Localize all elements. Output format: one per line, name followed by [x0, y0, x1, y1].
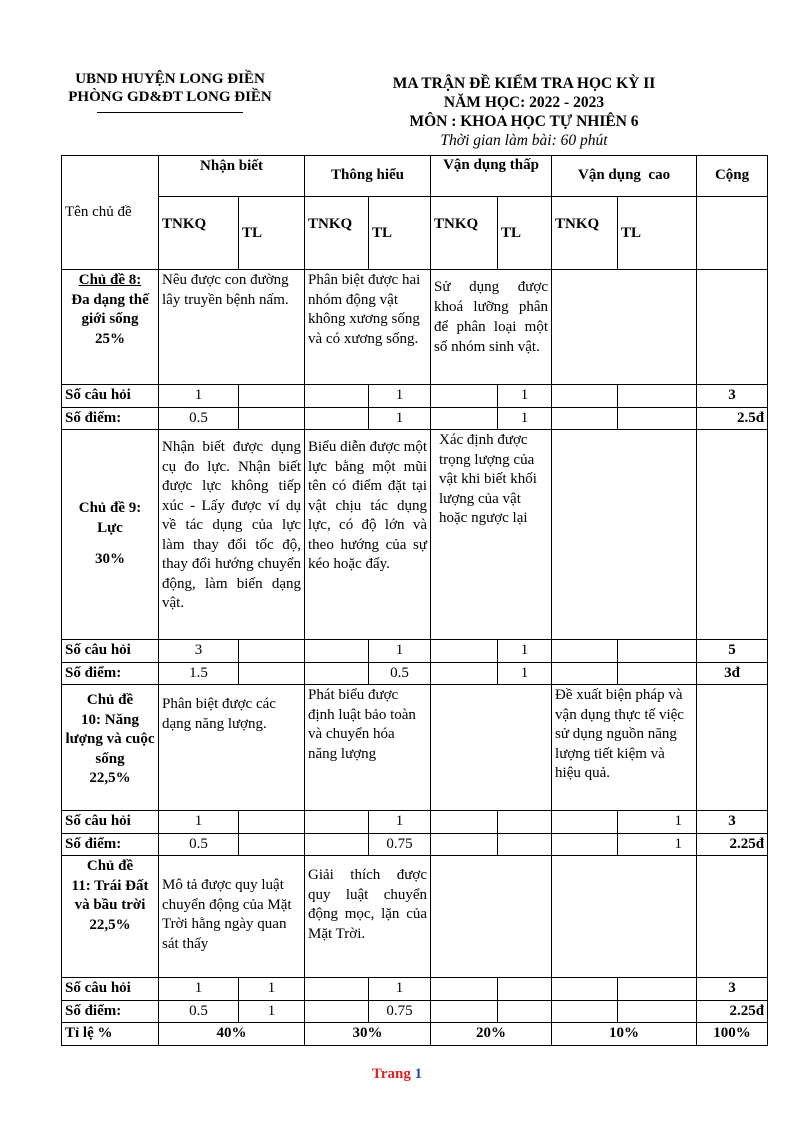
topic-label: [62, 856, 159, 978]
exam-title-block: [356, 74, 692, 150]
topic-name: 10: Năng lượng và cuộc sống: [65, 711, 155, 767]
topic-percent: 30%: [95, 551, 125, 568]
row-label-questions: Số câu hỏi: [62, 978, 159, 1001]
ratio-total: 100%: [697, 1023, 768, 1046]
org-header: [52, 70, 288, 113]
count-cell: 1: [159, 811, 239, 834]
points-cell: [552, 833, 618, 856]
level-nhan-biet: Nhận biết: [159, 156, 305, 197]
row-label-points: Số điểm:: [62, 833, 159, 856]
points-cell: [305, 1000, 369, 1023]
ratio-van-dung-thap: 20%: [431, 1023, 552, 1046]
points-row: [62, 407, 768, 430]
count-cell: [239, 811, 305, 834]
count-cell: [552, 385, 618, 408]
points-cell: [498, 1000, 552, 1023]
count-cell: [618, 385, 697, 408]
org-line-2: PHÒNG GD&ĐT LONG ĐIỀN: [68, 89, 272, 105]
points-cell: 1: [498, 407, 552, 430]
points-row: [62, 833, 768, 856]
topic-row: [62, 430, 768, 640]
count-cell: 3: [159, 640, 239, 663]
count-cell: [552, 640, 618, 663]
count-cell: [431, 811, 498, 834]
descriptor-nhan-biet: Phân biệt được các dạng năng lượng.: [159, 685, 305, 811]
count-cell: 1: [159, 385, 239, 408]
points-cell: [618, 1000, 697, 1023]
total-cell: 5: [697, 640, 768, 663]
matrix-header-row: [62, 156, 768, 197]
count-cell: [305, 811, 369, 834]
points-cell: 1.5: [159, 662, 239, 685]
count-cell: [305, 640, 369, 663]
points-cell: 1: [239, 1000, 305, 1023]
count-cell: [431, 385, 498, 408]
count-cell: 1: [239, 978, 305, 1001]
count-cell: 1: [369, 811, 431, 834]
ratio-thong-hieu: 30%: [305, 1023, 431, 1046]
topic-number: Chủ đề: [86, 858, 134, 874]
page-number: 1: [414, 1066, 423, 1082]
level-van-dung-cao: Vận dụng cao: [552, 156, 697, 197]
descriptor-van-dung-cao: [552, 430, 697, 640]
topic-number: Chủ đề 8:: [78, 272, 142, 288]
total-cell: 3: [697, 811, 768, 834]
count-cell: [305, 385, 369, 408]
descriptor-nhan-biet: Mô tả được quy luật chuyển động của Mặt Trời hằng ngày quan sát thấy: [159, 856, 305, 978]
total-cell: 3: [697, 385, 768, 408]
points-cell: [239, 833, 305, 856]
points-cell: [552, 1000, 618, 1023]
descriptor-van-dung-thap: [431, 685, 552, 811]
topic-percent: 25%: [95, 330, 125, 347]
topic-column-header: Tên chủ đề: [62, 156, 159, 270]
points-cell: [239, 407, 305, 430]
count-cell: [239, 640, 305, 663]
topic-number: Chủ đề 9:: [78, 500, 142, 517]
descriptor-nhan-biet: Nêu được con đường lây truyền bệnh nấm.: [159, 270, 305, 385]
count-cell: [498, 811, 552, 834]
sub-tl: TL: [369, 197, 431, 270]
points-cell: [305, 407, 369, 430]
ratio-van-dung-cao: 10%: [552, 1023, 697, 1046]
sub-tnkq: TNKQ: [159, 197, 239, 270]
topic-label: [62, 685, 159, 811]
descriptor-van-dung-thap: Sử dụng được khoá lưỡng phân để phân loại một số nhóm sinh vật.: [431, 270, 552, 385]
descriptor-thong-hieu: Biểu diễn được một lực bằng một mũi tên có điểm đặt tại vật chịu tác dụng lực, có độ lớn và theo hướng của sự kéo hoặc đẩy.: [305, 430, 431, 640]
points-cell: [431, 407, 498, 430]
count-cell: [552, 978, 618, 1001]
points-cell: 1: [618, 833, 697, 856]
ratio-nhan-biet: 40%: [159, 1023, 305, 1046]
row-label-points: Số điểm:: [62, 407, 159, 430]
level-total: Cộng: [697, 156, 768, 197]
count-cell: 1: [369, 978, 431, 1001]
points-cell: [431, 1000, 498, 1023]
questions-row: [62, 811, 768, 834]
descriptor-van-dung-cao: [552, 856, 697, 978]
page-word: Trang: [371, 1066, 411, 1082]
topic-number: Chủ đề: [86, 692, 134, 708]
count-cell: [431, 640, 498, 663]
empty-cell: [697, 430, 768, 640]
count-cell: [498, 978, 552, 1001]
row-label-points: Số điểm:: [62, 662, 159, 685]
points-cell: 1: [498, 662, 552, 685]
topic-name: 11: Trái Đất và bầu trời: [71, 877, 149, 913]
questions-row: [62, 978, 768, 1001]
subject: MÔN : KHOA HỌC TỰ NHIÊN 6: [409, 113, 639, 130]
topic-percent: 22,5%: [89, 770, 131, 786]
points-row: [62, 662, 768, 685]
points-cell: [431, 662, 498, 685]
doc-title: MA TRẬN ĐỀ KIỂM TRA HỌC KỲ II: [392, 75, 656, 92]
sub-tl: TL: [618, 197, 697, 270]
topic-row: [62, 685, 768, 811]
descriptor-van-dung-cao: [552, 270, 697, 385]
row-label-questions: Số câu hỏi: [62, 385, 159, 408]
sub-tl: TL: [498, 197, 552, 270]
count-cell: [552, 811, 618, 834]
points-cell: [431, 833, 498, 856]
row-label-questions: Số câu hỏi: [62, 640, 159, 663]
points-cell: [305, 662, 369, 685]
count-cell: [305, 978, 369, 1001]
ratio-row: [62, 1023, 768, 1046]
empty-cell: [697, 270, 768, 385]
questions-row: [62, 640, 768, 663]
count-cell: 1: [618, 811, 697, 834]
school-year: NĂM HỌC: 2022 - 2023: [443, 94, 605, 111]
row-label-questions: Số câu hỏi: [62, 811, 159, 834]
points-row: [62, 1000, 768, 1023]
count-cell: [618, 640, 697, 663]
points-cell: [305, 833, 369, 856]
page-footer: [0, 1066, 794, 1083]
org-line-1: UBND HUYỆN LONG ĐIỀN: [75, 71, 265, 87]
questions-row: [62, 385, 768, 408]
sub-tnkq: TNKQ: [431, 197, 498, 270]
descriptor-thong-hieu: Phân biệt được hai nhóm động vật không xương sống và có xương sống.: [305, 270, 431, 385]
descriptor-nhan-biet: Nhận biết được dụng cụ đo lực. Nhận biết được lực không tiếp xúc - Lấy được ví dụ về tác dụng của lực làm thay đổi tốc độ, thay đổi hướng chuyển động, làm biến dạng vật.: [159, 430, 305, 640]
points-cell: 0.5: [159, 407, 239, 430]
level-van-dung-thap: Vận dụng thấp: [431, 156, 552, 197]
count-cell: 1: [159, 978, 239, 1001]
descriptor-van-dung-thap: [431, 856, 552, 978]
count-cell: 1: [369, 640, 431, 663]
count-cell: 1: [369, 385, 431, 408]
points-cell: [618, 662, 697, 685]
count-cell: 1: [498, 385, 552, 408]
topic-label: [62, 430, 159, 640]
ratio-label: Tỉ lệ %: [62, 1023, 159, 1046]
points-cell: 0.75: [369, 833, 431, 856]
descriptor-van-dung-thap: Xác định được trọng lượng của vật khi biết khối lượng của vật hoặc ngược lại: [431, 430, 552, 640]
topic-percent: 22,5%: [89, 916, 131, 933]
points-cell: 0.5: [369, 662, 431, 685]
topic-label: [62, 270, 159, 385]
level-thong-hieu: Thông hiểu: [305, 156, 431, 197]
points-cell: [498, 833, 552, 856]
points-cell: [552, 662, 618, 685]
total-cell: 3: [697, 978, 768, 1001]
descriptor-van-dung-cao: Đề xuất biện pháp và vận dụng thực tế việc sử dụng nguồn năng lượng tiết kiệm và hiệu quả.: [552, 685, 697, 811]
total-points-cell: 2.25đ: [697, 1000, 768, 1023]
points-cell: 1: [369, 407, 431, 430]
empty-cell: [697, 197, 768, 270]
sub-tnkq: TNKQ: [305, 197, 369, 270]
matrix-subheader-row: [62, 197, 768, 270]
sub-tl: TL: [239, 197, 305, 270]
descriptor-thong-hieu: Phát biểu được định luật bảo toàn và chuyển hóa năng lượng: [305, 685, 431, 811]
topic-row: [62, 856, 768, 978]
empty-cell: [697, 856, 768, 978]
topic-row: [62, 270, 768, 385]
total-points-cell: 2.25đ: [697, 833, 768, 856]
total-points-cell: 2.5đ: [697, 407, 768, 430]
exam-matrix-table: [61, 155, 768, 1046]
header-divider: [97, 112, 243, 113]
count-cell: [239, 385, 305, 408]
topic-name: Đa dạng thế giới sống: [71, 291, 149, 327]
points-cell: 0.75: [369, 1000, 431, 1023]
points-cell: 0.5: [159, 833, 239, 856]
row-label-points: Số điểm:: [62, 1000, 159, 1023]
points-cell: [552, 407, 618, 430]
sub-tnkq: TNKQ: [552, 197, 618, 270]
descriptor-thong-hieu: Giải thích được quy luật chuyển động mọc, lặn của Mặt Trời.: [305, 856, 431, 978]
time-limit: Thời gian làm bài: 60 phút: [440, 132, 608, 149]
points-cell: [618, 407, 697, 430]
topic-name: Lực: [97, 519, 123, 536]
count-cell: [431, 978, 498, 1001]
count-cell: 1: [498, 640, 552, 663]
total-points-cell: 3đ: [697, 662, 768, 685]
points-cell: 0.5: [159, 1000, 239, 1023]
points-cell: [239, 662, 305, 685]
count-cell: [618, 978, 697, 1001]
empty-cell: [697, 685, 768, 811]
